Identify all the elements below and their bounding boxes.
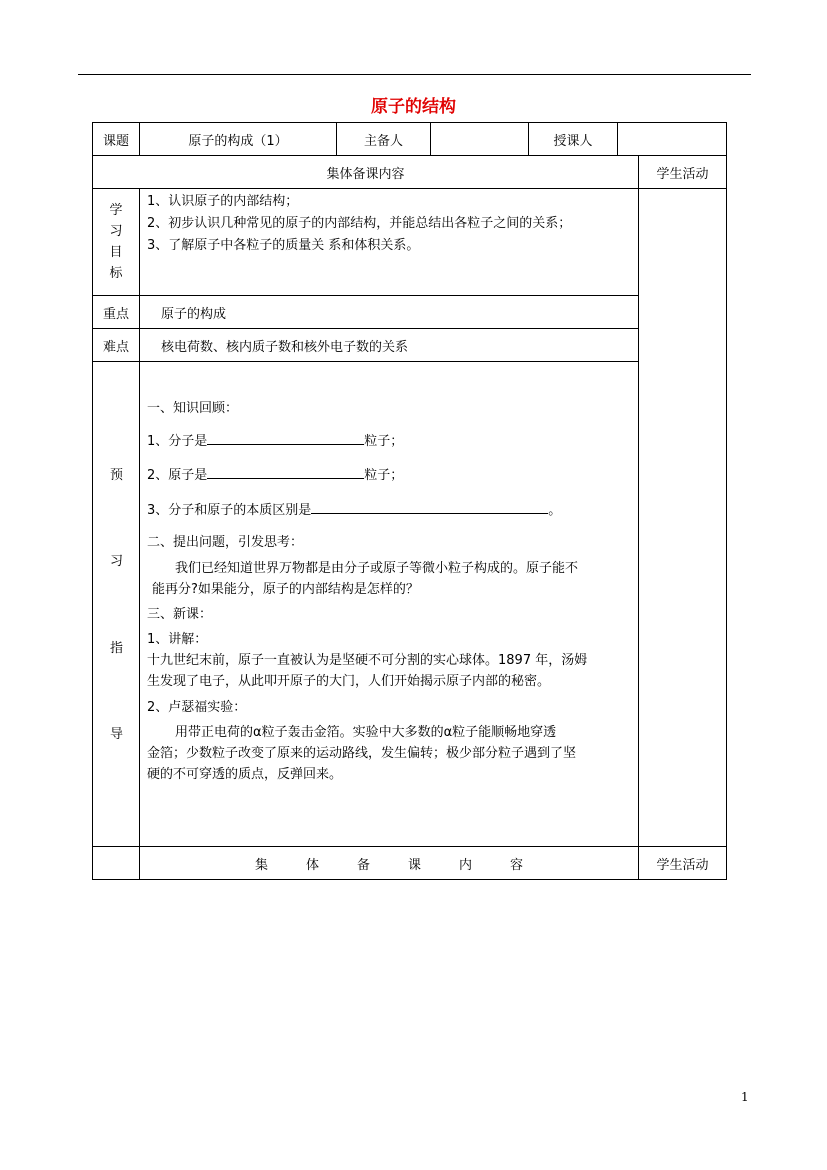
footer-row — [93, 847, 727, 880]
topic-label: 课题 — [93, 123, 140, 156]
paragraph-line: 我们已经知道世界万物都是由分子或原子等微小粒子构成的。原子能不 — [175, 561, 579, 576]
paragraph-line: 十九世纪末前，原子一直被认为是坚硬不可分割的实心球体。1897 年，汤姆 — [147, 653, 588, 668]
question-2: 2、原子是 粒子； — [147, 464, 630, 486]
preparer-label: 主备人 — [337, 123, 431, 156]
key-point-row — [93, 296, 727, 329]
student-activity-cell — [639, 189, 727, 847]
goal-item: 1、认识原子的内部结构； — [147, 194, 299, 209]
teacher-value — [618, 123, 727, 156]
preview-label: 预 习 指 导 — [93, 362, 140, 847]
preview-row — [93, 362, 727, 847]
footer-empty-cell — [93, 847, 140, 880]
goals-label: 学 习 目 标 — [93, 189, 140, 296]
topic-value: 原子的构成（1） — [140, 123, 337, 156]
paragraph-line: 硬的不可穿透的质点，反弹回来。 — [147, 767, 343, 782]
page-number: 1 — [741, 1090, 749, 1104]
preparer-value — [431, 123, 529, 156]
preview-content — [140, 362, 639, 847]
key-point-label: 重点 — [93, 296, 140, 329]
key-point-text: 原子的构成 — [140, 296, 639, 329]
paragraph-line: 金箔；少数粒子改变了原来的运动路线，发生偏转；极少部分粒子遇到了坚 — [147, 746, 577, 761]
question-1: 1、分子是 粒子； — [147, 430, 630, 452]
sub-heading: 1、讲解： — [147, 632, 208, 647]
sub-heading: 2、卢瑟福实验： — [147, 700, 247, 715]
teacher-label: 授课人 — [529, 123, 618, 156]
paragraph-line: 能再分?如果能分，原子的内部结构是怎样的？ — [152, 582, 419, 597]
difficulty-text: 核电荷数、核内质子数和核外电子数的关系 — [140, 329, 639, 362]
answer-blank[interactable] — [207, 464, 364, 479]
goal-item: 2、初步认识几种常见的原子的内部结构，并能总结出各粒子之间的关系； — [147, 216, 572, 231]
content-header-row — [93, 156, 727, 189]
difficulty-label: 难点 — [93, 329, 140, 362]
page-title: 原子的结构 — [371, 97, 456, 117]
section-heading: 三、新课： — [147, 607, 213, 622]
footer-activity-header: 学生活动 — [639, 847, 727, 880]
footer-content-header: 集 体 备 课 内 容 — [140, 847, 639, 880]
section-heading: 二、提出问题，引发思考： — [147, 535, 304, 550]
paragraph-line: 生发现了电子，从此叩开原子的大门，人们开始揭示原子内部的秘密。 — [147, 674, 551, 689]
answer-blank[interactable] — [207, 430, 364, 445]
activity-header: 学生活动 — [639, 156, 727, 189]
lesson-plan-table — [92, 122, 727, 880]
goals-row — [93, 189, 727, 296]
answer-blank[interactable] — [311, 499, 548, 514]
goals-list — [140, 189, 639, 296]
question-3: 3、分子和原子的本质区别是 。 — [147, 499, 630, 521]
top-rule — [78, 74, 751, 75]
header-row — [93, 123, 727, 156]
content-header: 集体备课内容 — [93, 156, 639, 189]
difficulty-row — [93, 329, 727, 362]
section-heading: 一、知识回顾： — [147, 401, 239, 416]
paragraph-line: 用带正电荷的α粒子轰击金箔。实验中大多数的α粒子能顺畅地穿透 — [175, 725, 557, 740]
goal-item: 3、了解原子中各粒子的质量关 系和体积关系。 — [147, 238, 420, 253]
